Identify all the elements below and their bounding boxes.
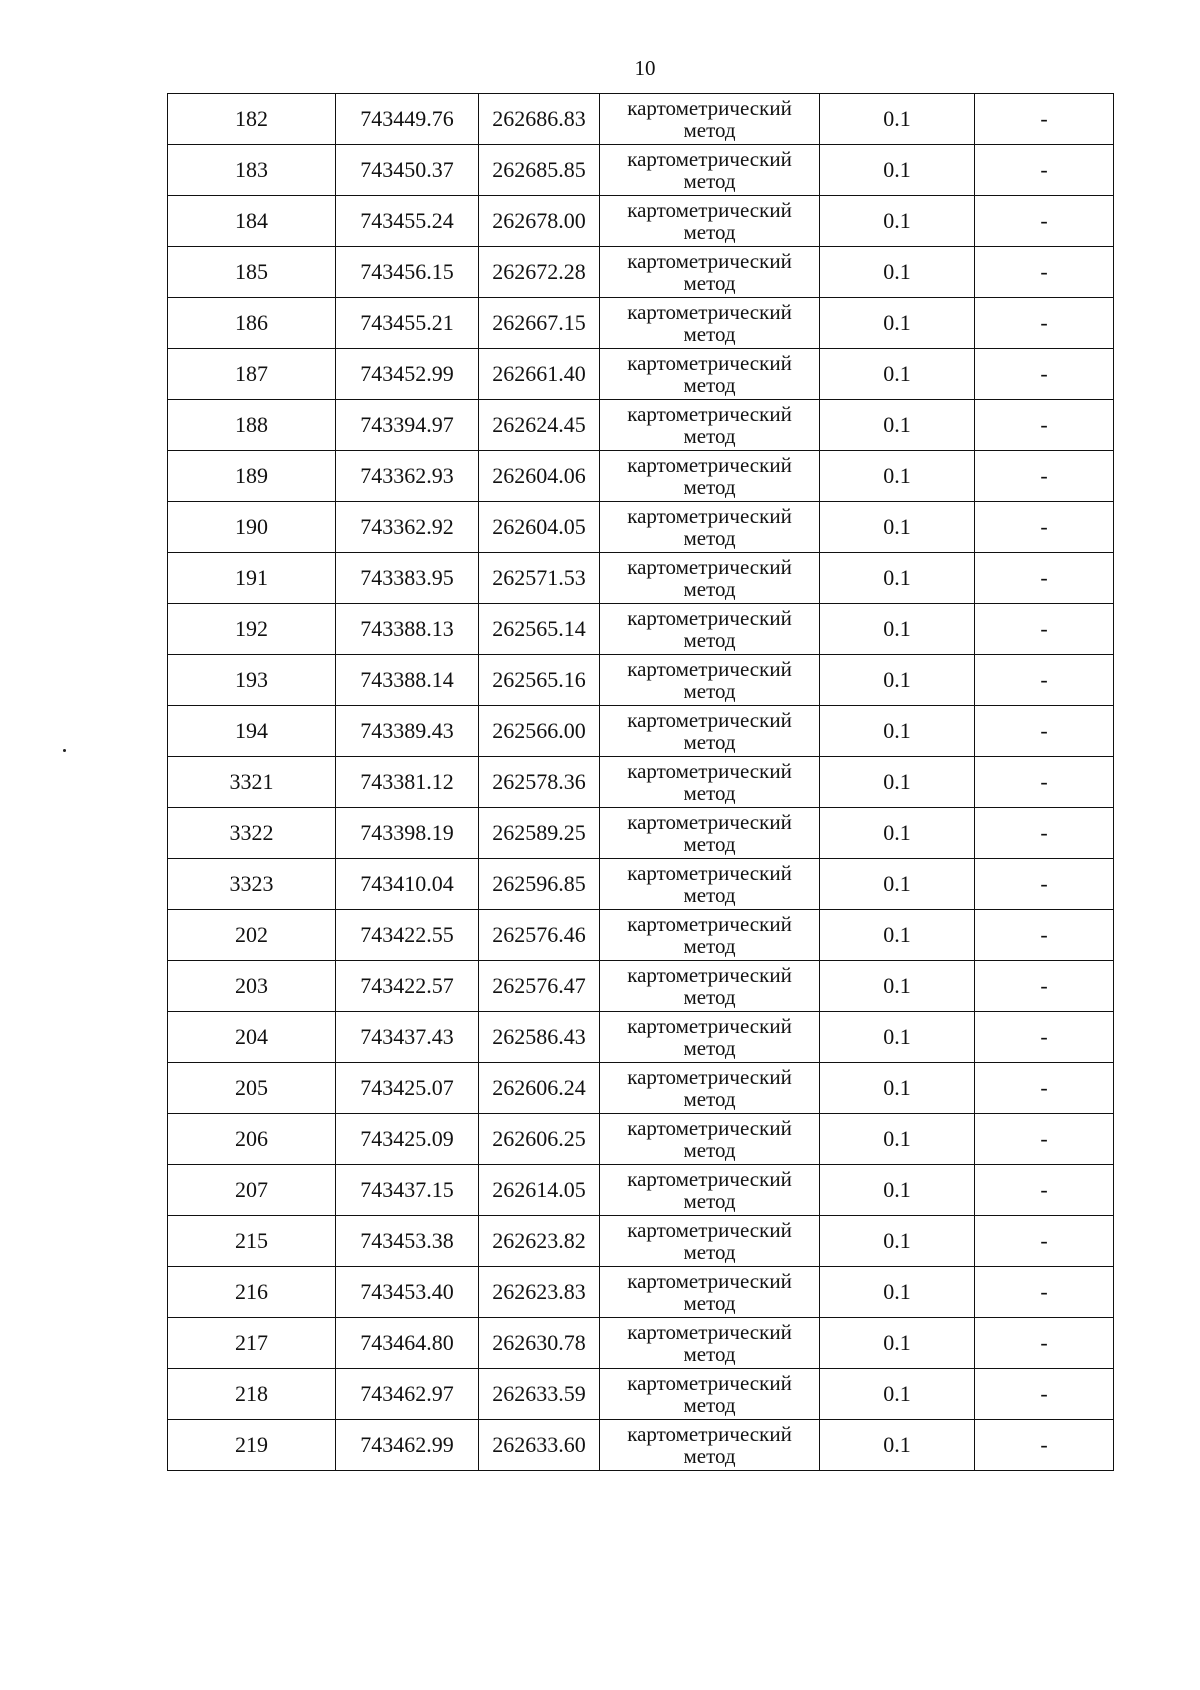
accuracy-cell: 0.1 [820,757,975,808]
table-row [168,1114,1114,1165]
y-coordinate-cell: 262630.78 [479,1318,600,1369]
method-cell [600,1114,820,1165]
point-number-cell: 185 [168,247,336,298]
table-row [168,1012,1114,1063]
table-row [168,349,1114,400]
method-cell [600,859,820,910]
x-coordinate-cell: 743388.14 [336,655,479,706]
method-line-1: картометрический [627,912,792,936]
y-coordinate-cell: 262578.36 [479,757,600,808]
point-number-cell: 204 [168,1012,336,1063]
accuracy-cell: 0.1 [820,1267,975,1318]
x-coordinate-cell: 743462.99 [336,1420,479,1471]
description-cell: - [975,1216,1114,1267]
method-line-1: картометрический [627,963,792,987]
method-line-1: картометрический [627,249,792,273]
scan-speck [63,749,66,752]
y-coordinate-cell: 262565.14 [479,604,600,655]
table-row [168,145,1114,196]
x-coordinate-cell: 743388.13 [336,604,479,655]
method-cell [600,553,820,604]
accuracy-cell: 0.1 [820,1318,975,1369]
x-coordinate-cell: 743464.80 [336,1318,479,1369]
table-row [168,1063,1114,1114]
method-line-1: картометрический [627,657,792,681]
point-number-cell: 194 [168,706,336,757]
table-row [168,706,1114,757]
method-line-2: метод [683,628,736,652]
accuracy-cell: 0.1 [820,196,975,247]
page-number: 10 [634,56,656,80]
point-number-cell: 202 [168,910,336,961]
accuracy-cell: 0.1 [820,298,975,349]
method-cell [600,1216,820,1267]
method-cell [600,706,820,757]
method-line-2: метод [683,526,736,550]
method-line-1: картометрический [627,1218,792,1242]
method-line-2: метод [683,1087,736,1111]
y-coordinate-cell: 262633.60 [479,1420,600,1471]
description-cell: - [975,655,1114,706]
method-line-1: картометрический [627,606,792,630]
table-row [168,961,1114,1012]
table-row [168,400,1114,451]
table-row [168,808,1114,859]
accuracy-cell: 0.1 [820,553,975,604]
method-line-2: метод [683,118,736,142]
y-coordinate-cell: 262571.53 [479,553,600,604]
description-cell: - [975,451,1114,502]
method-line-1: картометрический [627,96,792,120]
method-cell [600,1165,820,1216]
table-row [168,553,1114,604]
method-line-1: картометрический [627,1371,792,1395]
method-line-2: метод [683,934,736,958]
description-cell: - [975,1114,1114,1165]
method-line-2: метод [683,1393,736,1417]
y-coordinate-cell: 262606.25 [479,1114,600,1165]
method-line-2: метод [683,1036,736,1060]
method-line-1: картометрический [627,1422,792,1446]
method-line-1: картометрический [627,555,792,579]
x-coordinate-cell: 743437.43 [336,1012,479,1063]
method-line-2: метод [683,1444,736,1468]
description-cell: - [975,706,1114,757]
method-cell [600,1063,820,1114]
method-line-1: картометрический [627,1167,792,1191]
x-coordinate-cell: 743425.09 [336,1114,479,1165]
method-line-2: метод [683,271,736,295]
accuracy-cell: 0.1 [820,1063,975,1114]
method-line-2: метод [683,424,736,448]
method-line-1: картометрический [627,1065,792,1089]
method-line-2: метод [683,1240,736,1264]
method-line-1: картометрический [627,147,792,171]
y-coordinate-cell: 262661.40 [479,349,600,400]
x-coordinate-cell: 743425.07 [336,1063,479,1114]
point-number-cell: 3323 [168,859,336,910]
point-number-cell: 205 [168,1063,336,1114]
table-row [168,298,1114,349]
table-row [168,910,1114,961]
accuracy-cell: 0.1 [820,859,975,910]
accuracy-cell: 0.1 [820,961,975,1012]
method-cell [600,451,820,502]
method-cell [600,247,820,298]
accuracy-cell: 0.1 [820,94,975,145]
accuracy-cell: 0.1 [820,1420,975,1471]
x-coordinate-cell: 743362.93 [336,451,479,502]
method-line-2: метод [683,1189,736,1213]
method-line-1: картометрический [627,708,792,732]
y-coordinate-cell: 262672.28 [479,247,600,298]
table-row [168,1369,1114,1420]
y-coordinate-cell: 262624.45 [479,400,600,451]
y-coordinate-cell: 262604.05 [479,502,600,553]
point-number-cell: 216 [168,1267,336,1318]
accuracy-cell: 0.1 [820,910,975,961]
x-coordinate-cell: 743456.15 [336,247,479,298]
method-line-1: картометрический [627,351,792,375]
description-cell: - [975,604,1114,655]
method-cell [600,349,820,400]
method-line-2: метод [683,220,736,244]
x-coordinate-cell: 743422.55 [336,910,479,961]
x-coordinate-cell: 743422.57 [336,961,479,1012]
method-line-1: картометрический [627,1269,792,1293]
point-number-cell: 219 [168,1420,336,1471]
method-cell [600,145,820,196]
y-coordinate-cell: 262667.15 [479,298,600,349]
description-cell: - [975,1420,1114,1471]
method-cell [600,1369,820,1420]
point-number-cell: 217 [168,1318,336,1369]
table-row [168,604,1114,655]
description-cell: - [975,757,1114,808]
accuracy-cell: 0.1 [820,400,975,451]
x-coordinate-cell: 743362.92 [336,502,479,553]
y-coordinate-cell: 262686.83 [479,94,600,145]
description-cell: - [975,910,1114,961]
accuracy-cell: 0.1 [820,349,975,400]
method-line-2: метод [683,730,736,754]
method-cell [600,1318,820,1369]
accuracy-cell: 0.1 [820,1012,975,1063]
point-number-cell: 187 [168,349,336,400]
table-row [168,196,1114,247]
method-line-2: метод [683,322,736,346]
description-cell: - [975,1267,1114,1318]
point-number-cell: 203 [168,961,336,1012]
point-number-cell: 215 [168,1216,336,1267]
method-cell [600,1012,820,1063]
accuracy-cell: 0.1 [820,451,975,502]
point-number-cell: 218 [168,1369,336,1420]
x-coordinate-cell: 743449.76 [336,94,479,145]
point-number-cell: 186 [168,298,336,349]
method-line-1: картометрический [627,300,792,324]
method-line-1: картометрический [627,504,792,528]
x-coordinate-cell: 743394.97 [336,400,479,451]
x-coordinate-cell: 743462.97 [336,1369,479,1420]
accuracy-cell: 0.1 [820,1369,975,1420]
accuracy-cell: 0.1 [820,145,975,196]
y-coordinate-cell: 262576.47 [479,961,600,1012]
description-cell: - [975,94,1114,145]
description-cell: - [975,145,1114,196]
y-coordinate-cell: 262596.85 [479,859,600,910]
description-cell: - [975,859,1114,910]
table-row [168,757,1114,808]
table-row [168,1216,1114,1267]
accuracy-cell: 0.1 [820,1165,975,1216]
method-line-1: картометрический [627,1116,792,1140]
accuracy-cell: 0.1 [820,502,975,553]
method-line-1: картометрический [627,198,792,222]
description-cell: - [975,1012,1114,1063]
method-cell [600,961,820,1012]
table-row [168,247,1114,298]
point-number-cell: 206 [168,1114,336,1165]
method-line-2: метод [683,1342,736,1366]
x-coordinate-cell: 743410.04 [336,859,479,910]
x-coordinate-cell: 743453.40 [336,1267,479,1318]
method-line-2: метод [683,985,736,1009]
x-coordinate-cell: 743437.15 [336,1165,479,1216]
x-coordinate-cell: 743450.37 [336,145,479,196]
method-line-1: картометрический [627,810,792,834]
method-cell [600,502,820,553]
x-coordinate-cell: 743455.24 [336,196,479,247]
method-line-2: метод [683,169,736,193]
description-cell: - [975,553,1114,604]
method-line-2: метод [683,832,736,856]
y-coordinate-cell: 262589.25 [479,808,600,859]
method-cell [600,196,820,247]
method-line-1: картометрический [627,1320,792,1344]
method-line-1: картометрический [627,1014,792,1038]
method-cell [600,910,820,961]
accuracy-cell: 0.1 [820,706,975,757]
accuracy-cell: 0.1 [820,247,975,298]
method-line-1: картометрический [627,402,792,426]
method-cell [600,655,820,706]
table-row [168,655,1114,706]
description-cell: - [975,808,1114,859]
method-line-2: метод [683,475,736,499]
description-cell: - [975,196,1114,247]
method-line-1: картометрический [627,453,792,477]
method-line-2: метод [683,883,736,907]
coordinates-table-body [168,94,1114,1471]
point-number-cell: 3321 [168,757,336,808]
y-coordinate-cell: 262576.46 [479,910,600,961]
method-cell [600,808,820,859]
x-coordinate-cell: 743452.99 [336,349,479,400]
point-number-cell: 193 [168,655,336,706]
point-number-cell: 3322 [168,808,336,859]
y-coordinate-cell: 262623.82 [479,1216,600,1267]
method-cell [600,1420,820,1471]
method-line-1: картометрический [627,861,792,885]
description-cell: - [975,1063,1114,1114]
accuracy-cell: 0.1 [820,604,975,655]
description-cell: - [975,502,1114,553]
description-cell: - [975,1165,1114,1216]
description-cell: - [975,247,1114,298]
accuracy-cell: 0.1 [820,1114,975,1165]
table-row [168,1165,1114,1216]
method-line-2: метод [683,1291,736,1315]
method-line-2: метод [683,781,736,805]
method-cell [600,298,820,349]
point-number-cell: 188 [168,400,336,451]
method-line-2: метод [683,679,736,703]
y-coordinate-cell: 262566.00 [479,706,600,757]
y-coordinate-cell: 262623.83 [479,1267,600,1318]
y-coordinate-cell: 262565.16 [479,655,600,706]
y-coordinate-cell: 262586.43 [479,1012,600,1063]
point-number-cell: 191 [168,553,336,604]
y-coordinate-cell: 262614.05 [479,1165,600,1216]
table-row [168,859,1114,910]
table-row [168,502,1114,553]
description-cell: - [975,961,1114,1012]
x-coordinate-cell: 743389.43 [336,706,479,757]
description-cell: - [975,298,1114,349]
method-cell [600,757,820,808]
method-line-2: метод [683,1138,736,1162]
accuracy-cell: 0.1 [820,655,975,706]
x-coordinate-cell: 743398.19 [336,808,479,859]
description-cell: - [975,349,1114,400]
y-coordinate-cell: 262633.59 [479,1369,600,1420]
description-cell: - [975,400,1114,451]
method-cell [600,604,820,655]
table-row [168,451,1114,502]
point-number-cell: 184 [168,196,336,247]
y-coordinate-cell: 262685.85 [479,145,600,196]
table-row [168,1420,1114,1471]
description-cell: - [975,1369,1114,1420]
point-number-cell: 207 [168,1165,336,1216]
accuracy-cell: 0.1 [820,1216,975,1267]
method-cell [600,94,820,145]
point-number-cell: 183 [168,145,336,196]
description-cell: - [975,1318,1114,1369]
method-line-2: метод [683,373,736,397]
x-coordinate-cell: 743455.21 [336,298,479,349]
y-coordinate-cell: 262678.00 [479,196,600,247]
accuracy-cell: 0.1 [820,808,975,859]
method-cell [600,400,820,451]
x-coordinate-cell: 743381.12 [336,757,479,808]
method-line-1: картометрический [627,759,792,783]
table-row [168,94,1114,145]
point-number-cell: 182 [168,94,336,145]
point-number-cell: 189 [168,451,336,502]
x-coordinate-cell: 743453.38 [336,1216,479,1267]
y-coordinate-cell: 262604.06 [479,451,600,502]
point-number-cell: 192 [168,604,336,655]
method-cell [600,1267,820,1318]
method-line-2: метод [683,577,736,601]
table-row [168,1267,1114,1318]
x-coordinate-cell: 743383.95 [336,553,479,604]
coordinates-table [167,93,1114,1471]
point-number-cell: 190 [168,502,336,553]
table-row [168,1318,1114,1369]
y-coordinate-cell: 262606.24 [479,1063,600,1114]
